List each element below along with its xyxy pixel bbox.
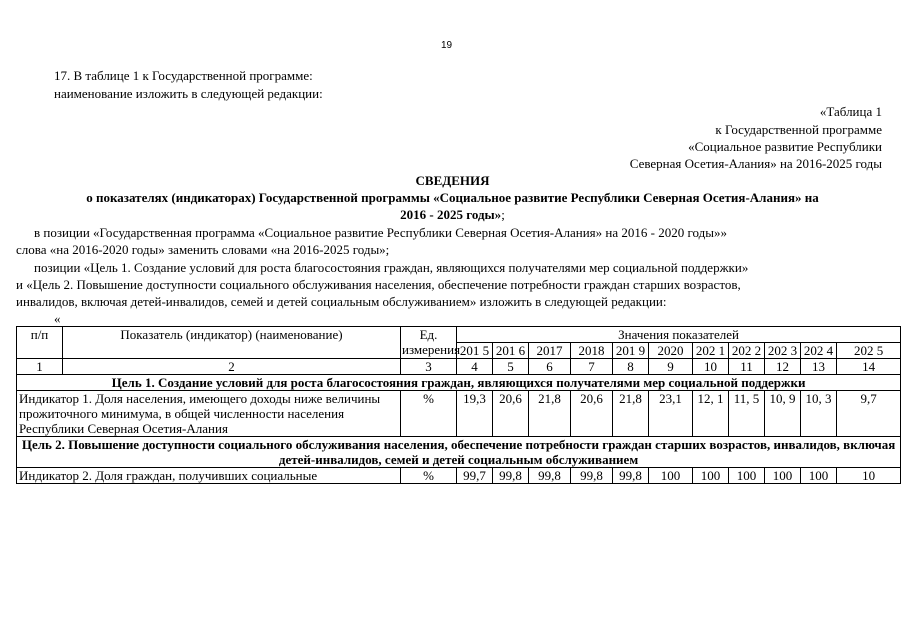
value-cell: 21,8 <box>529 391 571 437</box>
year-cell: 2020 <box>649 343 693 359</box>
para1-line-1: в позиции «Государственная программа «Социальное развитие Республики Северная Осетия-Алания» на 2016 - 2020 годы»» <box>34 225 727 240</box>
year-cell: 202 4 <box>801 343 837 359</box>
value-cell: 99,7 <box>457 468 493 484</box>
value-cell: 100 <box>649 468 693 484</box>
year-cell: 2018 <box>571 343 613 359</box>
col-number: 1 <box>17 359 63 375</box>
year-cell: 201 6 <box>493 343 529 359</box>
col-number: 12 <box>765 359 801 375</box>
value-cell: 10, 3 <box>801 391 837 437</box>
open-quote: « <box>54 311 61 326</box>
value-cell: 100 <box>801 468 837 484</box>
para2-line-1: позиции «Цель 1. Создание условий для роста благосостояния граждан, являющихся получателями мер социальной поддержки» <box>34 260 749 275</box>
col-number: 2 <box>63 359 401 375</box>
value-cell: 9,7 <box>837 391 901 437</box>
indicator-2-row <box>17 468 901 484</box>
value-cell: 100 <box>765 468 801 484</box>
item-line-2: наименование изложить в следующей редакции: <box>54 86 323 101</box>
value-cell: 99,8 <box>613 468 649 484</box>
col-number: 6 <box>529 359 571 375</box>
table-caption-line-4: Северная Осетия-Алания» на 2016-2025 годы <box>629 156 882 171</box>
doc-subtitle-2-tail: ; <box>501 207 505 222</box>
col-number: 8 <box>613 359 649 375</box>
indicators-table <box>16 326 901 484</box>
indicator-1-row <box>17 391 901 437</box>
para2-line-2: и «Цель 2. Повышение доступности социального обслуживания населения, обеспечение потребности граждан старших возрастов, <box>16 277 741 292</box>
value-cell: 23,1 <box>649 391 693 437</box>
value-cell: 99,8 <box>529 468 571 484</box>
goal-1-row <box>17 375 901 391</box>
col-number: 10 <box>693 359 729 375</box>
col-number: 7 <box>571 359 613 375</box>
col-number: 11 <box>729 359 765 375</box>
value-cell: 19,3 <box>457 391 493 437</box>
header-name: Показатель (индикатор) (наименование) <box>63 327 401 359</box>
indicator-1-unit: % <box>401 391 457 437</box>
col-number: 5 <box>493 359 529 375</box>
doc-subtitle-2 <box>0 207 905 223</box>
table-header-row-1 <box>17 327 901 343</box>
para2-line-3: инвалидов, включая детей-инвалидов, семей и детей социальным обслуживанием» изложить в следующей редакции: <box>16 294 667 309</box>
header-unit: Ед. измерения <box>402 327 461 357</box>
value-cell: 100 <box>729 468 765 484</box>
page-number: 19 <box>441 40 453 51</box>
goal-2: Цель 2. Повышение доступности социального обслуживания населения, обеспечение потребности граждан старших возрастов, инвалидов, включая детей-инвалидов, семей и детей социальным обслуживанием <box>17 437 901 468</box>
year-cell: 202 5 <box>837 343 901 359</box>
value-cell: 20,6 <box>493 391 529 437</box>
indicator-2-name: Индикатор 2. Доля граждан, получивших социальные <box>17 468 401 484</box>
value-cell: 11, 5 <box>729 391 765 437</box>
year-cell: 202 1 <box>693 343 729 359</box>
value-cell: 99,8 <box>571 468 613 484</box>
value-cell: 12, 1 <box>693 391 729 437</box>
year-cell: 201 9 <box>613 343 649 359</box>
year-cell: 201 5 <box>457 343 493 359</box>
header-num: п/п <box>17 327 63 359</box>
doc-subtitle-2-bold: 2016 - 2025 годы» <box>400 207 502 222</box>
year-cell: 202 3 <box>765 343 801 359</box>
col-number: 9 <box>649 359 693 375</box>
col-number: 13 <box>801 359 837 375</box>
year-cell: 202 2 <box>729 343 765 359</box>
goal-2-row <box>17 437 901 468</box>
value-cell: 100 <box>693 468 729 484</box>
col-number: 3 <box>401 359 457 375</box>
table-caption-line-2: к Государственной программе <box>715 122 882 137</box>
value-cell: 20,6 <box>571 391 613 437</box>
indicator-1-name: Индикатор 1. Доля населения, имеющего доходы ниже величины прожиточного минимума, в общей численности населения Республики Северная Осетия-Алания <box>17 391 401 437</box>
table-caption-line-3: «Социальное развитие Республики <box>688 139 882 154</box>
col-number: 14 <box>837 359 901 375</box>
table-column-numbers <box>17 359 901 375</box>
doc-subtitle-1: о показателях (индикаторах) Государственной программы «Социальное развитие Республики Северная Осетия-Алания» на <box>86 190 819 205</box>
goal-1: Цель 1. Создание условий для роста благосостояния граждан, являющихся получателями мер социальной поддержки <box>17 375 901 391</box>
value-cell: 10 <box>837 468 901 484</box>
year-cell: 2017 <box>529 343 571 359</box>
para1-line-2: слова «на 2016-2020 годы» заменить словами «на 2016-2025 годы»; <box>16 242 390 257</box>
item-line-1: 17. В таблице 1 к Государственной программе: <box>54 68 313 83</box>
header-values: Значения показателей <box>457 327 901 343</box>
value-cell: 21,8 <box>613 391 649 437</box>
value-cell: 10, 9 <box>765 391 801 437</box>
col-number: 4 <box>457 359 493 375</box>
value-cell: 99,8 <box>493 468 529 484</box>
indicator-2-unit: % <box>401 468 457 484</box>
table-caption-line-1: «Таблица 1 <box>819 104 882 119</box>
doc-title: СВЕДЕНИЯ <box>415 173 490 188</box>
